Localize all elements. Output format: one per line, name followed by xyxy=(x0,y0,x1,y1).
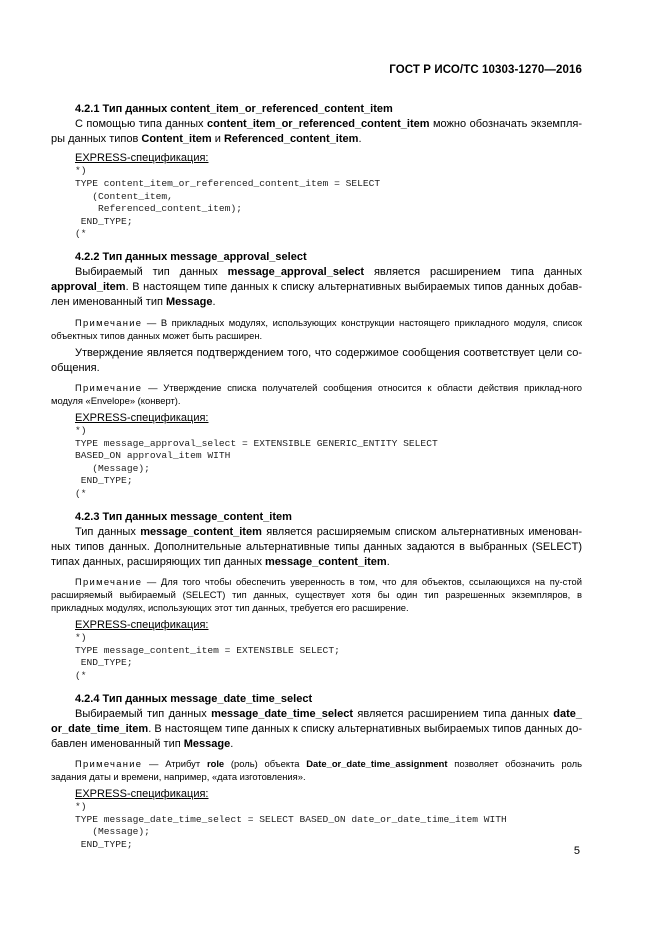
section-heading: 4.2.3 Тип данных message_content_item xyxy=(75,510,292,523)
bold-term: Content_item xyxy=(141,133,212,146)
text-run: (роль) объекта xyxy=(224,758,307,770)
bold-term: date_ or_date_time_item xyxy=(51,707,582,735)
note-label: Примечание xyxy=(75,758,143,770)
text-run: . В настоящем типе данных к списку альтернативных выбираемых типов данных до-бавлен именованный тип xyxy=(51,722,582,750)
document-header: ГОСТ Р ИСО/ТС 10303-1270—2016 xyxy=(389,64,582,76)
text-run: и xyxy=(211,133,224,146)
section-paragraph xyxy=(51,525,582,571)
bold-term: content_item_or_referenced_content_item xyxy=(207,118,430,130)
text-run: является расширением типа данных xyxy=(352,707,554,720)
note xyxy=(51,575,582,614)
text-run: — В прикладных модулях, использующих конструкции настоящего прикладного модуля, список объектных типов данных может быть расширен. xyxy=(51,316,582,341)
note-label: Примечание xyxy=(75,381,143,393)
text-run: Тип данных xyxy=(75,525,141,538)
bold-term: Date_or_date_time_assignment xyxy=(306,758,448,770)
section-4-2-4 xyxy=(51,692,582,852)
text-run: — Атрибут xyxy=(142,758,207,770)
page-number: 5 xyxy=(573,845,580,857)
section-heading: 4.2.4 Тип данных message_date_time_select xyxy=(75,692,313,705)
section-paragraph xyxy=(51,117,582,147)
note-label: Примечание xyxy=(75,576,143,588)
text-run: Выбираемый тип данных xyxy=(75,707,212,720)
text-run: — Утверждение списка получателей сообщения относится к области действия приклад-ного модуля «Envelope» (конверт). xyxy=(51,381,582,406)
section-4-2-1 xyxy=(51,102,582,241)
text-run: . xyxy=(212,296,216,309)
text-run: является расширяемым списком альтернативных именован-ных типов данных. Дополнительные альтернативные типы данных задаются в выбранных (SELECT) типах данных, расширяющих тип данных xyxy=(51,525,582,568)
text-run: . В настоящем типе данных к списку альтернативных выбираемых типов данных добав-лен именованный тип xyxy=(51,281,582,309)
text-run: — Для того чтобы обеспечить уверенность в том, что для объектов, ссылающихся на пу-стой расширяемый выбираемый (SELECT) тип данных, существует хотя бы один тип разрешенных экземпляров, в прикладных модулях, использующих этот тип данных, требуется его расширение. xyxy=(51,576,582,614)
bold-term: Message xyxy=(183,737,231,750)
text-run: . xyxy=(230,737,234,750)
section-paragraph xyxy=(51,265,582,311)
section-paragraph xyxy=(51,707,582,753)
express-code-block: *) TYPE content_item_or_referenced_content_item = SELECT (Content_item, Referenced_content_item); END_TYPE; (* xyxy=(75,165,381,240)
bold-term: message_content_item xyxy=(140,525,262,538)
text-run: является расширением типа данных xyxy=(364,265,582,278)
section-heading: 4.2.2 Тип данных message_approval_select xyxy=(75,250,307,263)
text-run: . xyxy=(358,133,362,146)
note xyxy=(51,757,582,783)
bold-term: approval_item xyxy=(51,281,126,294)
text-run: . xyxy=(386,555,390,568)
text-run: С помощью типа данных xyxy=(75,118,207,130)
section-paragraph-2: Утверждение является подтверждением того, что содержимое сообщения соответствует цели со-общения. xyxy=(51,346,582,374)
page-content xyxy=(51,102,582,852)
express-code-block: *) TYPE message_approval_select = EXTENSIBLE GENERIC_ENTITY SELECT BASED_ON approval_item WITH (Message); END_TYPE; (* xyxy=(75,424,438,499)
bold-term: Message xyxy=(165,296,213,309)
express-spec-label: EXPRESS-спецификация: xyxy=(75,152,209,165)
express-code-block: *) TYPE message_date_time_select = SELECT BASED_ON date_or_date_time_item WITH (Message); END_TYPE; xyxy=(75,801,507,850)
bold-term: Referenced_content_item xyxy=(223,133,359,146)
text-run: можно обозначать экземпля-ры данных типов xyxy=(51,118,582,146)
express-code-block: *) TYPE message_content_item = EXTENSIBLE SELECT; END_TYPE; (* xyxy=(75,632,340,681)
text-run: позволяет обозначить роль задания даты и времени, например, «дата изготовления». xyxy=(51,758,582,783)
note-label: Примечание xyxy=(75,316,143,328)
express-spec-label: EXPRESS-спецификация: xyxy=(75,788,209,801)
bold-term: message_date_time_select xyxy=(211,707,353,720)
section-4-2-3 xyxy=(51,510,582,683)
express-spec-label: EXPRESS-спецификация: xyxy=(75,411,209,424)
text-run: Выбираемый тип данных xyxy=(75,265,228,278)
section-heading: 4.2.1 Тип данных content_item_or_referenced_content_item xyxy=(75,103,393,115)
section-4-2-2 xyxy=(51,250,582,501)
express-spec-label: EXPRESS-спецификация: xyxy=(75,619,209,632)
bold-term: message_approval_select xyxy=(227,265,365,278)
note xyxy=(51,316,582,342)
note xyxy=(51,381,582,407)
bold-term: role xyxy=(206,758,225,770)
bold-term: message_content_item xyxy=(265,555,387,568)
